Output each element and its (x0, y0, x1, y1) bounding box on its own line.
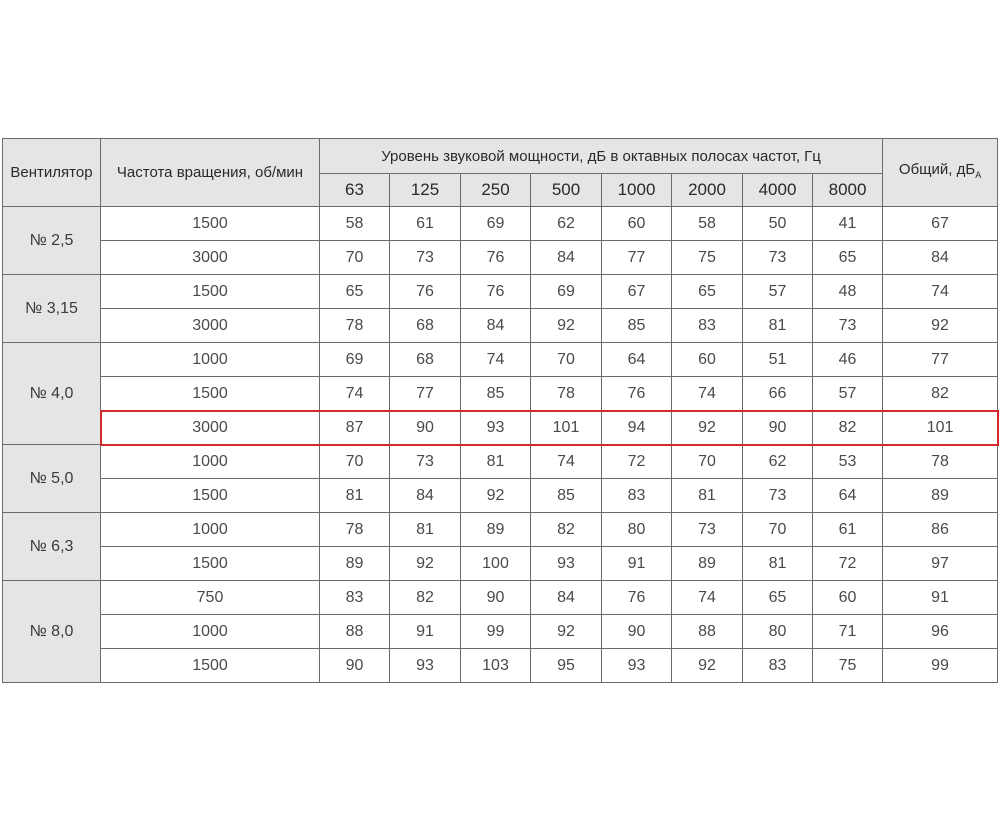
band-value-cell: 92 (531, 615, 602, 649)
header-total-label: Общий, дБ (898, 161, 976, 178)
total-value-cell: 84 (883, 241, 998, 275)
band-value-cell: 48 (813, 275, 883, 309)
table-row (3, 309, 998, 343)
speed-cell: 1500 (101, 207, 320, 241)
speed-cell: 1500 (101, 649, 320, 683)
band-value-cell: 93 (602, 649, 672, 683)
table-row (3, 445, 998, 479)
band-value-cell: 70 (743, 513, 813, 547)
band-value-cell: 64 (602, 343, 672, 377)
fan-cell: № 5,0 (3, 445, 101, 513)
band-value-cell: 60 (813, 581, 883, 615)
band-value-cell: 51 (743, 343, 813, 377)
total-value-cell: 78 (883, 445, 998, 479)
band-value-cell: 81 (390, 513, 461, 547)
band-value-cell: 83 (602, 479, 672, 513)
band-value-cell: 75 (813, 649, 883, 683)
band-value-cell: 93 (531, 547, 602, 581)
band-value-cell: 89 (672, 547, 743, 581)
band-value-cell: 77 (390, 377, 461, 411)
band-value-cell: 81 (743, 547, 813, 581)
band-value-cell: 93 (461, 411, 531, 445)
band-value-cell: 72 (813, 547, 883, 581)
band-value-cell: 72 (602, 445, 672, 479)
band-value-cell: 89 (461, 513, 531, 547)
band-value-cell: 92 (461, 479, 531, 513)
header-band-500: 500 (531, 174, 602, 207)
total-value-cell: 67 (883, 207, 998, 241)
fan-cell: № 3,15 (3, 275, 101, 343)
fan-cell: № 6,3 (3, 513, 101, 581)
band-value-cell: 90 (320, 649, 390, 683)
speed-cell: 1500 (101, 479, 320, 513)
header-band-8000: 8000 (813, 174, 883, 207)
band-value-cell: 85 (531, 479, 602, 513)
total-value-cell: 89 (883, 479, 998, 513)
speed-cell: 750 (101, 581, 320, 615)
total-value-cell: 82 (883, 377, 998, 411)
band-value-cell: 92 (390, 547, 461, 581)
speed-cell: 3000 (101, 241, 320, 275)
fan-cell: № 4,0 (3, 343, 101, 445)
band-value-cell: 82 (531, 513, 602, 547)
header-band-group: Уровень звуковой мощности, дБ в октавных полосах частот, Гц (320, 139, 883, 174)
band-value-cell: 66 (743, 377, 813, 411)
band-value-cell: 70 (531, 343, 602, 377)
band-value-cell: 100 (461, 547, 531, 581)
fan-cell: № 2,5 (3, 207, 101, 275)
table-row (3, 513, 998, 547)
table-row (3, 377, 998, 411)
band-value-cell: 74 (531, 445, 602, 479)
band-value-cell: 84 (531, 241, 602, 275)
total-value-cell: 97 (883, 547, 998, 581)
header-band-250: 250 (461, 174, 531, 207)
band-value-cell: 91 (602, 547, 672, 581)
band-value-cell: 81 (320, 479, 390, 513)
band-value-cell: 74 (672, 377, 743, 411)
band-value-cell: 73 (743, 479, 813, 513)
band-value-cell: 78 (320, 513, 390, 547)
band-value-cell: 68 (390, 343, 461, 377)
band-value-cell: 65 (813, 241, 883, 275)
header-band-2000: 2000 (672, 174, 743, 207)
header-total (883, 139, 998, 207)
band-value-cell: 93 (390, 649, 461, 683)
band-value-cell: 84 (531, 581, 602, 615)
band-value-cell: 83 (320, 581, 390, 615)
band-value-cell: 90 (390, 411, 461, 445)
band-value-cell: 85 (602, 309, 672, 343)
band-value-cell: 65 (743, 581, 813, 615)
band-value-cell: 65 (672, 275, 743, 309)
band-value-cell: 101 (531, 411, 602, 445)
band-value-cell: 84 (461, 309, 531, 343)
total-value-cell: 91 (883, 581, 998, 615)
speed-cell: 1500 (101, 547, 320, 581)
band-value-cell: 67 (602, 275, 672, 309)
band-value-cell: 95 (531, 649, 602, 683)
total-value-cell: 86 (883, 513, 998, 547)
band-value-cell: 83 (743, 649, 813, 683)
table-row (3, 615, 998, 649)
header-band-1000: 1000 (602, 174, 672, 207)
band-value-cell: 74 (461, 343, 531, 377)
band-value-cell: 60 (672, 343, 743, 377)
band-value-cell: 57 (813, 377, 883, 411)
band-value-cell: 58 (672, 207, 743, 241)
band-value-cell: 73 (743, 241, 813, 275)
band-value-cell: 73 (390, 241, 461, 275)
band-value-cell: 61 (390, 207, 461, 241)
band-value-cell: 50 (743, 207, 813, 241)
band-value-cell: 58 (320, 207, 390, 241)
sound-power-table-container (2, 138, 998, 683)
band-value-cell: 92 (672, 649, 743, 683)
band-value-cell: 81 (672, 479, 743, 513)
total-value-cell: 99 (883, 649, 998, 683)
band-value-cell: 69 (320, 343, 390, 377)
band-value-cell: 64 (813, 479, 883, 513)
speed-cell: 1500 (101, 377, 320, 411)
band-value-cell: 53 (813, 445, 883, 479)
band-value-cell: 76 (461, 241, 531, 275)
band-value-cell: 90 (743, 411, 813, 445)
band-value-cell: 90 (602, 615, 672, 649)
band-value-cell: 70 (320, 241, 390, 275)
table-row (3, 479, 998, 513)
band-value-cell: 73 (672, 513, 743, 547)
band-value-cell: 68 (390, 309, 461, 343)
band-value-cell: 80 (743, 615, 813, 649)
speed-cell: 1000 (101, 445, 320, 479)
band-value-cell: 80 (602, 513, 672, 547)
band-value-cell: 91 (390, 615, 461, 649)
sound-power-table (2, 138, 998, 683)
band-value-cell: 70 (320, 445, 390, 479)
header-band-4000: 4000 (743, 174, 813, 207)
band-value-cell: 76 (390, 275, 461, 309)
band-value-cell: 76 (461, 275, 531, 309)
band-value-cell: 71 (813, 615, 883, 649)
total-value-cell: 92 (883, 309, 998, 343)
table-row (3, 411, 998, 445)
band-value-cell: 62 (743, 445, 813, 479)
table-body (3, 207, 998, 683)
band-value-cell: 81 (743, 309, 813, 343)
band-value-cell: 88 (672, 615, 743, 649)
band-value-cell: 69 (461, 207, 531, 241)
band-value-cell: 103 (461, 649, 531, 683)
total-value-cell: 74 (883, 275, 998, 309)
band-value-cell: 57 (743, 275, 813, 309)
table-row (3, 275, 998, 309)
band-value-cell: 65 (320, 275, 390, 309)
band-value-cell: 84 (390, 479, 461, 513)
speed-cell: 3000 (101, 411, 320, 445)
band-value-cell: 73 (813, 309, 883, 343)
band-value-cell: 82 (813, 411, 883, 445)
band-value-cell: 88 (320, 615, 390, 649)
header-fan: Вентилятор (3, 139, 101, 207)
speed-cell: 1500 (101, 275, 320, 309)
fan-cell: № 8,0 (3, 581, 101, 683)
band-value-cell: 74 (672, 581, 743, 615)
band-value-cell: 62 (531, 207, 602, 241)
band-value-cell: 61 (813, 513, 883, 547)
table-header (3, 139, 998, 207)
band-value-cell: 94 (602, 411, 672, 445)
table-row (3, 241, 998, 275)
header-total-subscript: A (975, 170, 982, 180)
table-row (3, 343, 998, 377)
band-value-cell: 60 (602, 207, 672, 241)
speed-cell: 1000 (101, 513, 320, 547)
band-value-cell: 92 (672, 411, 743, 445)
band-value-cell: 83 (672, 309, 743, 343)
header-band-63: 63 (320, 174, 390, 207)
table-row (3, 581, 998, 615)
band-value-cell: 87 (320, 411, 390, 445)
header-speed: Частота вращения, об/мин (101, 139, 320, 207)
speed-cell: 1000 (101, 343, 320, 377)
speed-cell: 1000 (101, 615, 320, 649)
band-value-cell: 69 (531, 275, 602, 309)
speed-cell: 3000 (101, 309, 320, 343)
band-value-cell: 81 (461, 445, 531, 479)
total-value-cell: 101 (883, 411, 998, 445)
band-value-cell: 85 (461, 377, 531, 411)
band-value-cell: 82 (390, 581, 461, 615)
band-value-cell: 78 (531, 377, 602, 411)
band-value-cell: 70 (672, 445, 743, 479)
header-band-125: 125 (390, 174, 461, 207)
total-value-cell: 96 (883, 615, 998, 649)
band-value-cell: 74 (320, 377, 390, 411)
band-value-cell: 77 (602, 241, 672, 275)
band-value-cell: 78 (320, 309, 390, 343)
total-value-cell: 77 (883, 343, 998, 377)
table-row (3, 547, 998, 581)
table-row (3, 207, 998, 241)
band-value-cell: 41 (813, 207, 883, 241)
table-row (3, 649, 998, 683)
band-value-cell: 76 (602, 581, 672, 615)
band-value-cell: 73 (390, 445, 461, 479)
band-value-cell: 90 (461, 581, 531, 615)
band-value-cell: 89 (320, 547, 390, 581)
band-value-cell: 75 (672, 241, 743, 275)
band-value-cell: 92 (531, 309, 602, 343)
band-value-cell: 76 (602, 377, 672, 411)
band-value-cell: 99 (461, 615, 531, 649)
band-value-cell: 46 (813, 343, 883, 377)
